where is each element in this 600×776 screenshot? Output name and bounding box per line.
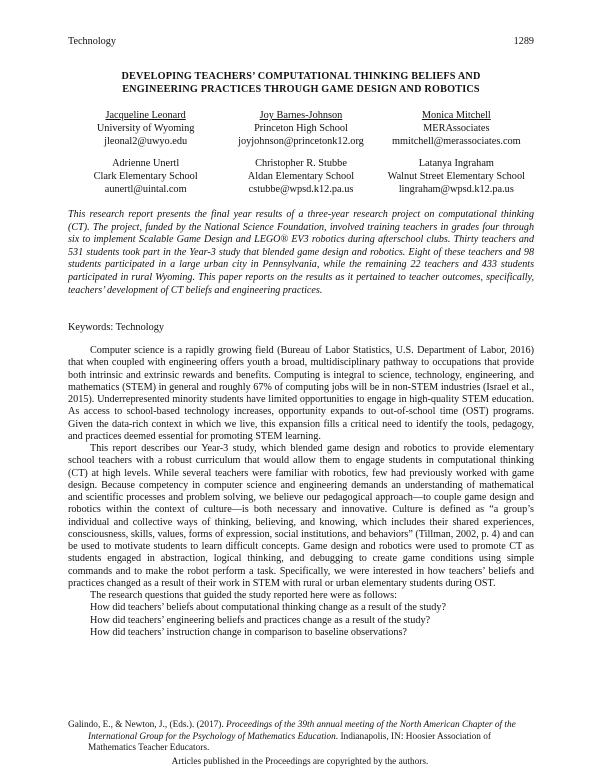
running-header xyxy=(68,36,534,47)
proceedings-citation xyxy=(68,720,534,755)
author-block xyxy=(223,157,378,197)
copyright-footer: Articles published in the Proceedings are copyrighted by the authors. xyxy=(171,757,429,767)
author-email: mmitchell@merassociates.com xyxy=(391,136,521,148)
author-name: Christopher R. Stubbe xyxy=(255,158,347,169)
research-question: How did teachers’ beliefs about computational thinking change as a result of the study? xyxy=(90,602,446,614)
author-email: joyjohnson@princetonk12.org xyxy=(238,136,364,148)
author-row-2 xyxy=(68,157,534,197)
title-line-1: DEVELOPING TEACHERS’ COMPUTATIONAL THINKING BELIEFS AND xyxy=(121,71,481,82)
author-name: Joy Barnes-Johnson xyxy=(259,110,343,121)
section-label: Technology xyxy=(68,36,116,47)
abstract: This research report presents the final year results of a three-year research project on computational thinking (CT). The project, funded by the National Science Foundation, involved training teachers in grades four through six to implement Scalable Game Design and LEGO® EV3 robotics during afterschool clubs. Thirty teachers and 531 students took part in the Year-3 study that blended game design and robotics. Eight of these teachers and 98 students participated in a large urban city in Pennsylvania, while the remaining 22 teachers and 433 students participated in rural Wyoming. This paper reports on the results as it pertained to teacher outcomes, specifically, teachers’ development of CT beliefs and engineering practices. xyxy=(68,209,534,296)
author-affiliation: Princeton High School xyxy=(254,123,348,135)
author-name: Monica Mitchell xyxy=(421,110,491,121)
author-affiliation: MERAssociates xyxy=(423,123,490,135)
author-affiliation: Aldan Elementary School xyxy=(247,171,355,183)
paragraph-questions-lead: The research questions that guided the study reported here were as follows: xyxy=(90,590,397,601)
author-name: Jacqueline Leonard xyxy=(105,110,186,121)
author-block xyxy=(68,157,223,197)
citation-publisher: . Indianapolis, IN: Hoosier Association of Mathematics Teacher Educators. xyxy=(88,731,491,754)
body-text xyxy=(68,345,534,639)
author-block xyxy=(68,109,223,149)
author-affiliation: University of Wyoming xyxy=(96,123,195,135)
paragraph-intro: Computer science is a rapidly growing field (Bureau of Labor Statistics, U.S. Department of Labor, 2016) that when coupled with engineering offers youth a broad, multidisciplinary pathway to occupations that provide both intrinsic and extrinsic rewards and benefits. Computing is integral to science, technology, engineering, and mathematics (STEM) in general and roughly 67% of computing jobs will be in non-STEM industries (Israel et al., 2015). Underrepresented minority students have limited opportunities to engage in high-quality STEM education. As access to school-based technology increases, opportunity expands to out-of-school time (OST) programs. Given the data-rich context in which we live, this expansion fills a critical need to identify the tools, pedagogy, and practices deemed essential for promoting STEM learning. xyxy=(68,345,534,442)
title-line-2: ENGINEERING PRACTICES THROUGH GAME DESIGN AND ROBOTICS xyxy=(122,84,480,95)
author-email: lingraham@wpsd.k12.pa.us xyxy=(398,184,514,196)
author-email: cstubbe@wpsd.k12.pa.us xyxy=(248,184,354,196)
author-affiliation: Clark Elementary School xyxy=(93,171,198,183)
research-question: How did teachers’ engineering beliefs and practices change as a result of the study? xyxy=(90,614,431,626)
author-affiliation: Walnut Street Elementary School xyxy=(387,171,525,183)
author-name: Adrienne Unertl xyxy=(112,158,180,169)
research-question: How did teachers’ instruction change in comparison to baseline observations? xyxy=(90,626,407,638)
author-block xyxy=(223,109,378,149)
citation-authors: Galindo, E., & Newton, J., (Eds.). (2017). xyxy=(68,720,227,730)
author-block xyxy=(379,157,534,197)
citation-proceedings-title: Proceedings of the 39th annual meeting of the North American Chapter of the International Group for the Psychology of Mathematics Education xyxy=(88,720,516,742)
author-email: jleonal2@uwyo.edu xyxy=(104,136,188,148)
author-name: Latanya Ingraham xyxy=(418,158,494,169)
paragraph-study: This report describes our Year-3 study, which blended game design and robotics to provide elementary school teachers with a robust curriculum that would allow them to engage students in computational thinking (CT) at high levels. While several teachers were familiar with robotics, few had previously worked with game design. Because competency in computer science and engineering demands an understanding of mathematical and scientific processes and problem solving, we believe our pedagogical approach—to couple game design and robotics within the context of culture—is both necessary and innovative. Culture is defined as “a group’s individual and collective ways of thinking, believing, and knowing, which includes their shared experiences, consciousness, skills, values, forms of expression, social institutions, and behaviors” (Tillman, 2002, p. 4) and can be used to motivate students to learn difficult concepts. Game design and robotics were used to promote CT as students engaged in abstraction, logical thinking, and debugging to create game conditions using simple commands and to make the robot perform a task. Specifically, we were interested in how teachers’ beliefs and practices changed as a result of their work in STEM with rural or urban elementary students during OST. xyxy=(68,443,534,589)
paper-title xyxy=(68,70,534,96)
keywords: Keywords: Technology xyxy=(68,322,165,333)
author-email: aunertl@uintal.com xyxy=(104,184,187,196)
author-block xyxy=(379,109,534,149)
author-row-1 xyxy=(68,109,534,149)
page-number: 1289 xyxy=(513,36,534,47)
